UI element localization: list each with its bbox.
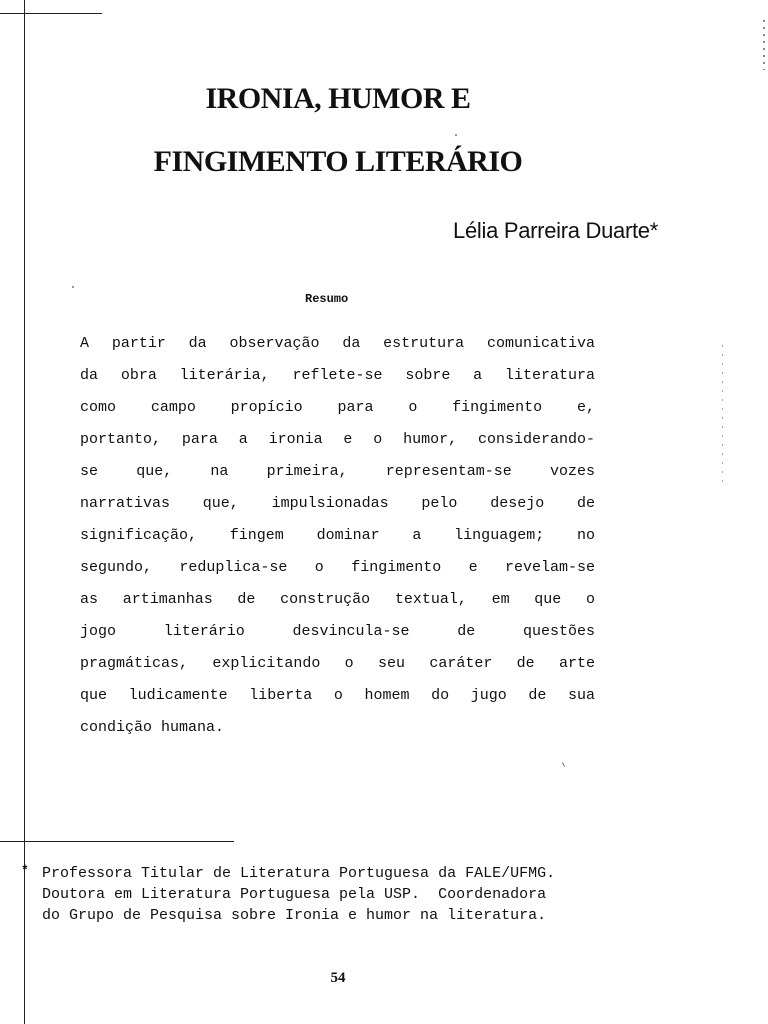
abstract-line: que ludicamente liberta o homem do jugo de sua <box>80 687 595 704</box>
abstract-line: A partir da observação da estrutura comunicativa <box>80 335 595 352</box>
abstract-body <box>80 328 595 744</box>
scan-artifact-dots <box>763 20 765 70</box>
abstract-line: jogo literário desvincula-se de questões <box>80 623 595 640</box>
footnote-line: do Grupo de Pesquisa sobre Ironia e humor na literatura. <box>42 907 547 924</box>
scan-speck <box>562 762 565 767</box>
abstract-line: condição humana. <box>80 719 225 736</box>
abstract-line: como campo propício para o fingimento e, <box>80 399 595 416</box>
abstract-heading: Resumo <box>305 292 349 306</box>
abstract-line: portanto, para a ironia e o humor, considerando- <box>80 431 595 448</box>
scan-speck <box>72 286 74 288</box>
abstract-line: da obra literária, reflete-se sobre a literatura <box>80 367 595 384</box>
abstract-line: as artimanhas de construção textual, em que o <box>80 591 595 608</box>
abstract-line: se que, na primeira, representam-se vozes <box>80 463 595 480</box>
scan-speck <box>455 134 457 136</box>
abstract-line: narrativas que, impulsionadas pelo desejo de <box>80 495 595 512</box>
page-number: 54 <box>330 970 346 986</box>
article-title-line-2: FINGIMENTO LITERÁRIO <box>153 145 523 178</box>
margin-rule-top <box>0 13 102 14</box>
footnote-line: Professora Titular de Literatura Portuguesa da FALE/UFMG. <box>42 865 556 882</box>
scan-artifact-dots <box>722 345 723 485</box>
article-title-line-1: IRONIA, HUMOR E <box>205 82 471 115</box>
footnote-separator <box>0 841 234 842</box>
footnote <box>42 863 555 926</box>
footnote-marker: * <box>21 863 29 878</box>
abstract-line: segundo, reduplica-se o fingimento e revelam-se <box>80 559 595 576</box>
abstract-line: pragmáticas, explicitando o seu caráter de arte <box>80 655 595 672</box>
abstract-line: significação, fingem dominar a linguagem; no <box>80 527 595 544</box>
author-name: Lélia Parreira Duarte* <box>453 218 658 243</box>
footnote-line: Doutora em Literatura Portuguesa pela USP. Coordenadora <box>42 886 547 903</box>
